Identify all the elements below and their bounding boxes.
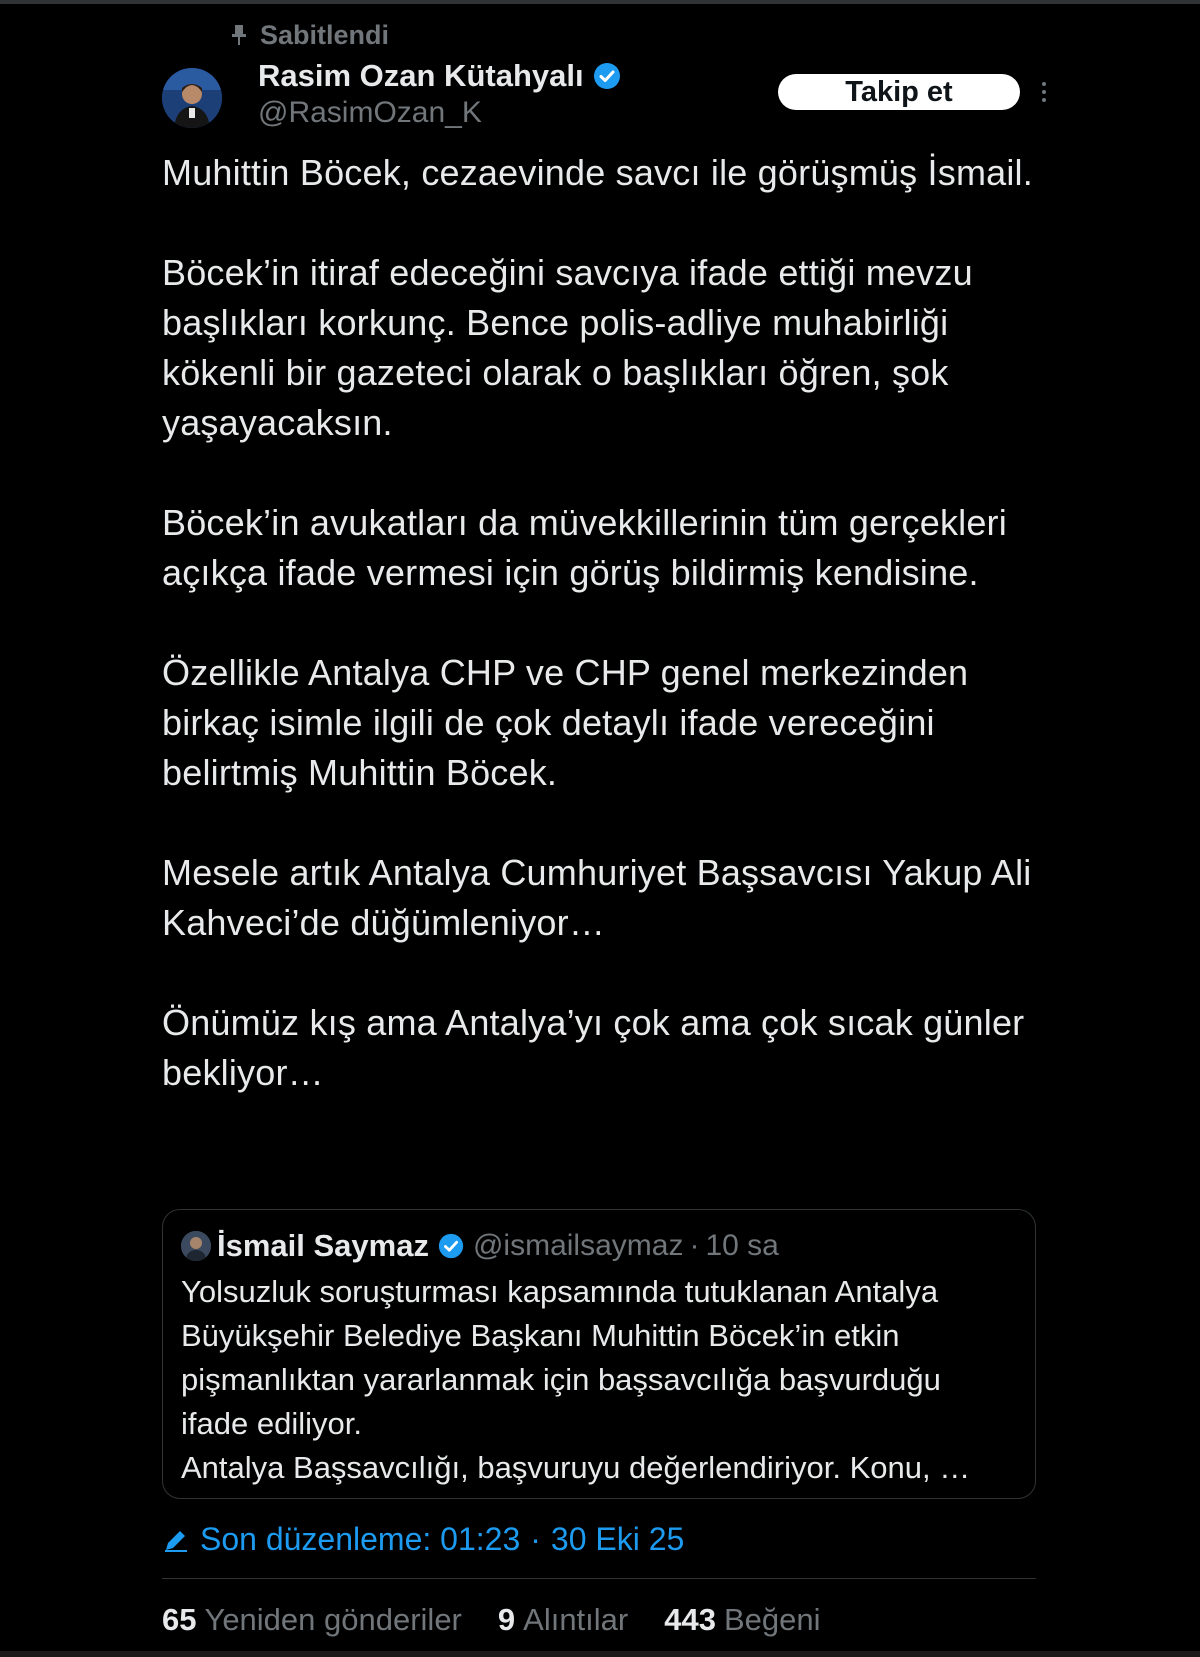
reposts-count: 65	[162, 1602, 197, 1637]
tweet-paragraph: Mesele artık Antalya Cumhuriyet Başsavcısı Yakup Ali Kahveci’de düğümleniyor…	[162, 852, 1032, 943]
pin-icon	[224, 20, 254, 50]
separator-dot: ·	[689, 1229, 700, 1262]
bottom-divider	[0, 1651, 1200, 1657]
quoted-text-line: Yolsuzluk soruşturması kapsamında tutuklanan Antalya	[181, 1274, 939, 1309]
more-options-icon[interactable]	[1030, 72, 1058, 112]
quoted-text-line: Antalya Başsavcılığı, başvuruyu değerlendiriyor. Konu, …	[181, 1450, 971, 1485]
author-handle[interactable]: @RasimOzan_K	[258, 96, 482, 129]
tweet-paragraph: Özellikle Antalya CHP ve CHP genel merkezinden birkaç isimle ilgili de çok detaylı ifade vereceğini belirtmiş Muhittin Böcek.	[162, 652, 969, 793]
more-dot	[1042, 98, 1046, 102]
quotes-stat[interactable]	[498, 1602, 628, 1638]
tweet-paragraph: Muhittin Böcek, cezaevinde savcı ile görüşmüş İsmail.	[162, 152, 1033, 193]
edited-label: Son düzenleme: 01:23	[200, 1520, 521, 1557]
reposts-stat[interactable]	[162, 1602, 462, 1638]
engagement-stats	[162, 1598, 857, 1642]
more-dot	[1042, 90, 1046, 94]
edit-history-link[interactable]	[162, 1518, 684, 1560]
tweet-paragraph: Böcek’in avukatları da müvekkillerinin tüm gerçekleri açıkça ifade vermesi için görüş bildirmiş kendisine.	[162, 502, 1007, 593]
tweet-paragraph: Önümüz kış ama Antalya’yı çok ama çok sıcak günler bekliyor…	[162, 1002, 1025, 1093]
author-avatar[interactable]	[162, 68, 222, 128]
quoted-tweet-header	[181, 1226, 779, 1266]
quoted-author-avatar[interactable]	[181, 1231, 211, 1261]
verified-badge-icon	[592, 61, 622, 91]
author-name-row[interactable]	[258, 56, 622, 96]
quoted-author-name[interactable]: İsmail Saymaz	[217, 1228, 429, 1263]
tweet-text	[162, 148, 1042, 1098]
quotes-label: Alıntılar	[523, 1602, 629, 1637]
quoted-text-line: pişmanlıktan yararlanmak için başsavcılığa başvurduğu	[181, 1362, 941, 1397]
reposts-label: Yeniden gönderiler	[204, 1602, 462, 1637]
verified-badge-icon	[437, 1232, 465, 1260]
more-dot	[1042, 82, 1046, 86]
quotes-count: 9	[497, 1602, 516, 1637]
author-name[interactable]: Rasim Ozan Kütahyalı	[258, 58, 584, 93]
pinned-label: Sabitlendi	[260, 19, 390, 50]
top-divider	[0, 0, 1200, 4]
follow-button[interactable]: Takip et	[778, 74, 1020, 110]
pinned-indicator	[224, 18, 389, 52]
separator-dot: ·	[530, 1520, 541, 1557]
quoted-author-handle[interactable]: @ismailsaymaz	[472, 1229, 684, 1262]
quoted-text-line: Büyükşehir Belediye Başkanı Muhittin Böcek’in etkin	[181, 1318, 900, 1353]
quoted-text-line: ifade ediliyor.	[181, 1406, 362, 1441]
edit-pencil-icon	[162, 1525, 190, 1553]
stats-divider	[162, 1578, 1036, 1579]
edited-date: 30 Eki 25	[550, 1520, 685, 1557]
likes-stat[interactable]	[664, 1602, 820, 1638]
likes-count: 443	[664, 1602, 716, 1637]
quoted-timestamp[interactable]: 10 sa	[705, 1229, 779, 1262]
quoted-tweet[interactable]	[162, 1209, 1036, 1499]
quoted-tweet-text	[181, 1270, 1021, 1490]
likes-label: Beğeni	[723, 1602, 821, 1637]
tweet-paragraph: Böcek’in itiraf edeceğini savcıya ifade ettiği mevzu başlıkları korkunç. Bence polis-adliye muhabirliği kökenli bir gazeteci olarak o başlıkları öğren, şok yaşayacaksın.	[162, 252, 973, 443]
